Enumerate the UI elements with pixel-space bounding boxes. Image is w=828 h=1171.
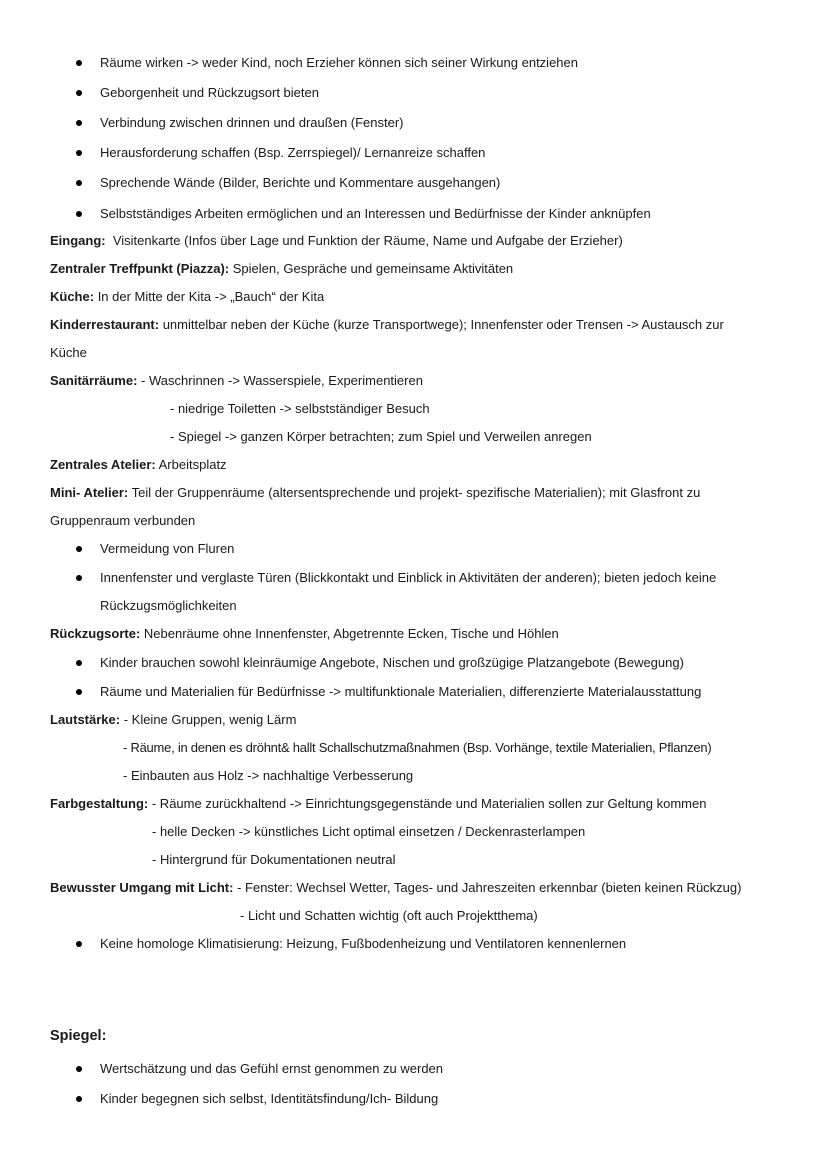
atelier-text: Arbeitsplatz bbox=[158, 457, 227, 472]
laut-item: - Kleine Gruppen, wenig Lärm bbox=[123, 712, 297, 727]
laut-item: - Räume, in denen es dröhnt& hallt Schallschutzmaßnahmen (Bsp. Vorhänge, textile Materialien, Pflanzen) bbox=[123, 740, 712, 755]
mini-atelier-line-2: Gruppenraum verbunden bbox=[50, 513, 196, 528]
bullet-icon bbox=[76, 660, 82, 666]
list-item: Selbstständiges Arbeiten ermöglichen und an Interessen und Bedürfnisse der Kinder anknüpfen bbox=[100, 206, 651, 221]
licht-line bbox=[50, 880, 741, 896]
sanitaer-label: Sanitärräume: bbox=[50, 373, 138, 388]
kueche-text: In der Mitte der Kita -> „Bauch“ der Kita bbox=[97, 289, 325, 304]
farbe-line bbox=[50, 796, 706, 812]
piazza-label: Zentraler Treffpunkt (Piazza): bbox=[50, 261, 230, 276]
bullet-icon bbox=[76, 575, 82, 581]
list-item: Keine homologe Klimatisierung: Heizung, Fußbodenheizung und Ventilatoren kennenlernen bbox=[100, 936, 627, 951]
kinderrestaurant-text: unmittelbar neben der Küche (kurze Transportwege); Innenfenster oder Trensen -> Austausch zur bbox=[162, 317, 724, 332]
rueckzug-label: Rückzugsorte: bbox=[50, 626, 141, 641]
sanitaer-line bbox=[50, 373, 423, 389]
list-item: Räume und Materialien für Bedürfnisse -> multifunktionale Materialien, differenzierte Materialausstattung bbox=[100, 684, 702, 699]
licht-label: Bewusster Umgang mit Licht: bbox=[50, 880, 234, 895]
bullet-icon bbox=[76, 60, 82, 66]
sanitaer-item: - Spiegel -> ganzen Körper betrachten; zum Spiel und Verweilen anregen bbox=[170, 429, 592, 444]
laut-item: - Einbauten aus Holz -> nachhaltige Verbesserung bbox=[123, 768, 414, 783]
list-item: Herausforderung schaffen (Bsp. Zerrspiegel)/ Lernanreize schaffen bbox=[100, 145, 486, 160]
mini-atelier-line bbox=[50, 485, 700, 501]
bullet-icon bbox=[76, 211, 82, 217]
list-item-continuation: Rückzugsmöglichkeiten bbox=[100, 598, 237, 613]
bullet-icon bbox=[76, 180, 82, 186]
farbe-item: - Räume zurückhaltend -> Einrichtungsgegenstände und Materialien sollen zur Geltung kommen bbox=[151, 796, 707, 811]
list-item: Verbindung zwischen drinnen und draußen (Fenster) bbox=[100, 115, 404, 130]
list-item: Vermeidung von Fluren bbox=[100, 541, 235, 556]
bullet-icon bbox=[76, 546, 82, 552]
piazza-line bbox=[50, 261, 513, 277]
eingang-line bbox=[50, 233, 623, 249]
kueche-line bbox=[50, 289, 324, 305]
farbe-label: Farbgestaltung: bbox=[50, 796, 149, 811]
list-item: Sprechende Wände (Bilder, Berichte und Kommentare ausgehangen) bbox=[100, 175, 501, 190]
kueche-label: Küche: bbox=[50, 289, 95, 304]
sanitaer-item: - niedrige Toiletten -> selbstständiger Besuch bbox=[170, 401, 430, 416]
list-item: Innenfenster und verglaste Türen (Blickkontakt und Einblick in Aktivitäten der anderen); bieten jedoch keine bbox=[100, 570, 717, 585]
list-item: Räume wirken -> weder Kind, noch Erzieher können sich seiner Wirkung entziehen bbox=[100, 55, 578, 70]
bullet-icon bbox=[76, 1096, 82, 1102]
mini-atelier-label: Mini- Atelier: bbox=[50, 485, 129, 500]
rueckzug-text: Nebenräume ohne Innenfenster, Abgetrennte Ecken, Tische und Höhlen bbox=[143, 626, 559, 641]
kinderrestaurant-line-2: Küche bbox=[50, 345, 87, 360]
eingang-label: Eingang: bbox=[50, 233, 106, 248]
spiegel-heading: Spiegel: bbox=[50, 1028, 107, 1044]
bullet-icon bbox=[76, 120, 82, 126]
farbe-item: - Hintergrund für Dokumentationen neutral bbox=[152, 852, 396, 867]
atelier-line bbox=[50, 457, 227, 473]
sanitaer-item: - Waschrinnen -> Wasserspiele, Experimentieren bbox=[141, 373, 423, 388]
bullet-icon bbox=[76, 150, 82, 156]
piazza-text: Spielen, Gespräche und gemeinsame Aktivitäten bbox=[232, 261, 514, 276]
laut-line bbox=[50, 712, 296, 728]
rueckzug-line bbox=[50, 626, 559, 642]
list-item: Wertschätzung und das Gefühl ernst genommen zu werden bbox=[100, 1061, 444, 1076]
laut-label: Lautstärke: bbox=[50, 712, 121, 727]
kinderrestaurant-line bbox=[50, 317, 724, 333]
bullet-icon bbox=[76, 689, 82, 695]
farbe-item: - helle Decken -> künstliches Licht optimal einsetzen / Deckenrasterlampen bbox=[152, 824, 586, 839]
list-item: Geborgenheit und Rückzugsort bieten bbox=[100, 85, 319, 100]
atelier-label: Zentrales Atelier: bbox=[50, 457, 156, 472]
eingang-text: Visitenkarte (Infos über Lage und Funktion der Räume, Name und Aufgabe der Erzieher) bbox=[112, 233, 623, 248]
licht-item: - Licht und Schatten wichtig (oft auch Projektthema) bbox=[240, 908, 538, 923]
list-item: Kinder begegnen sich selbst, Identitätsfindung/Ich- Bildung bbox=[100, 1091, 439, 1106]
bullet-icon bbox=[76, 941, 82, 947]
mini-atelier-text: Teil der Gruppenräume (altersentsprechende und projekt- spezifische Materialien); mit Glasfront zu bbox=[131, 485, 701, 500]
licht-item: - Fenster: Wechsel Wetter, Tages- und Jahreszeiten erkennbar (bieten keinen Rückzug) bbox=[237, 880, 742, 895]
bullet-icon bbox=[76, 1066, 82, 1072]
kinderrestaurant-label: Kinderrestaurant: bbox=[50, 317, 160, 332]
list-item: Kinder brauchen sowohl kleinräumige Angebote, Nischen und großzügige Platzangebote (Bewegung) bbox=[100, 655, 684, 670]
bullet-icon bbox=[76, 90, 82, 96]
